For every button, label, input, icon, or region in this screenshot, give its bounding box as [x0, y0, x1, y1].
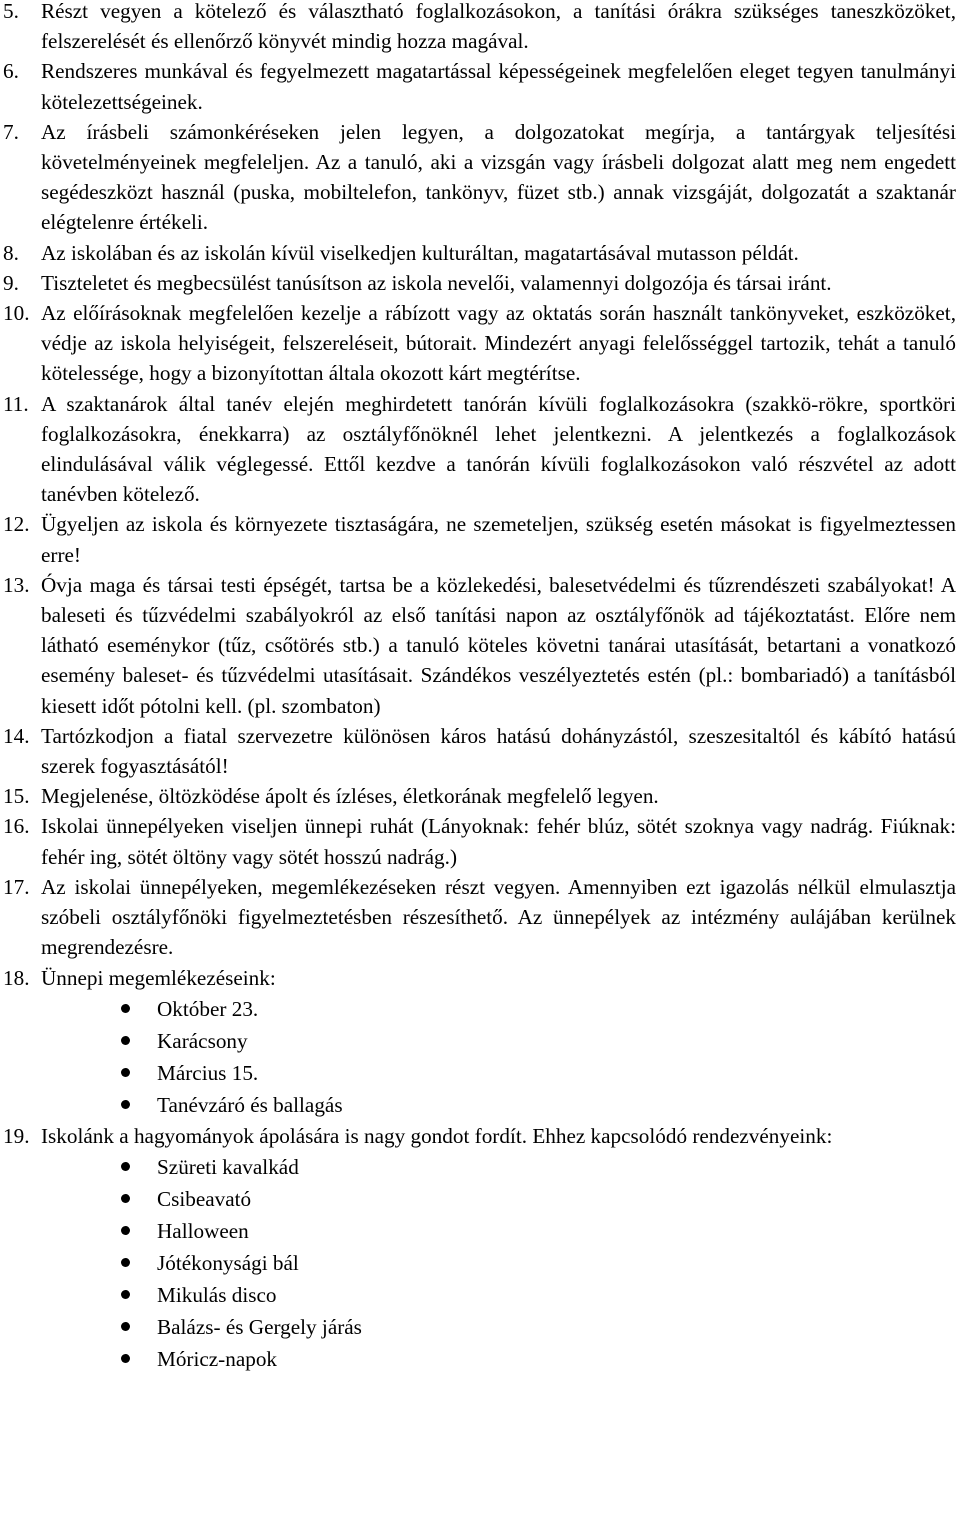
bullet-item	[121, 1311, 956, 1343]
bullet-item	[121, 1183, 956, 1215]
rule-text: Iskolánk a hagyományok ápolására is nagy gondot fordít. Ehhez kapcsolódó rendezvényeink:	[41, 1123, 833, 1148]
bullet-dot-icon	[121, 1036, 130, 1045]
bullet-text: Halloween	[157, 1218, 249, 1243]
bullet-text: Móricz-napok	[157, 1346, 278, 1371]
bullet-dot-icon	[121, 1226, 130, 1235]
rule-item	[3, 509, 956, 569]
bullet-item	[121, 1279, 956, 1311]
rule-text: Tartózkodjon a fiatal szervezetre különösen káros hatású dohányzástól, szeszesitaltól és kábító hatású szerek fogyasztásától!	[41, 723, 956, 779]
rule-text: Ügyeljen az iskola és környezete tisztaságára, ne szemeteljen, szükség esetén másokat is figyelmeztessen erre!	[41, 512, 956, 567]
bullet-item	[121, 1025, 956, 1057]
rules-list	[3, 0, 956, 1375]
bullet-list	[41, 1151, 956, 1375]
bullet-item	[121, 1089, 956, 1121]
rule-text: A szaktanárok által tanév elején meghirdetett tanórán kívüli foglalkozásokra (szakkö-rökre, sportköri foglalkozásokra, énekkarra) az osztályfőnöknél lehet jelentkezni. A jelentkezés a foglalkozások elindulásával válik véglegessé. Ettől kezdve a tanórán kívüli foglalkozásokon való részvétel az adott tanévben kötelező.	[41, 391, 956, 507]
bullet-item	[121, 1215, 956, 1247]
rule-number: 18.	[3, 965, 30, 990]
rule-text: Ünnepi megemlékezéseink:	[41, 965, 276, 990]
rule-number: 11.	[3, 391, 29, 416]
rule-item	[3, 570, 956, 721]
rule-number: 12.	[3, 512, 30, 537]
rule-number: 9.	[3, 270, 19, 295]
rule-number: 13.	[3, 572, 30, 597]
rule-item	[3, 872, 956, 963]
rule-item	[3, 389, 956, 510]
bullet-text: Jótékonysági bál	[157, 1250, 299, 1275]
rule-number: 5.	[3, 0, 19, 23]
bullet-dot-icon	[121, 1354, 130, 1363]
rule-text: Iskolai ünnepélyeken viseljen ünnepi ruhát (Lányoknak: fehér blúz, sötét szoknya vagy nadrág. Fiúknak: fehér ing, sötét öltöny vagy sötét hosszú nadrág.)	[41, 814, 956, 869]
bullet-dot-icon	[121, 1258, 130, 1267]
bullet-item	[121, 1247, 956, 1279]
rule-number: 8.	[3, 240, 19, 265]
bullet-dot-icon	[121, 1100, 130, 1109]
bullet-dot-icon	[121, 1004, 130, 1013]
rule-text: Tiszteletet és megbecsülést tanúsítson az iskola nevelői, valamennyi dolgozója és társai iránt.	[41, 270, 832, 295]
bullet-text: Tanévzáró és ballagás	[157, 1092, 343, 1117]
bullet-item	[121, 1151, 956, 1183]
rule-text: Megjelenése, öltözködése ápolt és ízléses, életkorának megfelelő legyen.	[41, 784, 659, 809]
bullet-text: Mikulás disco	[157, 1282, 277, 1307]
rule-item	[3, 963, 956, 1121]
rule-item	[3, 721, 956, 781]
bullet-text: Október 23.	[157, 996, 259, 1021]
rule-text: Az iskolában és az iskolán kívül viselkedjen kulturáltan, magatartásával mutasson példát.	[41, 240, 799, 265]
rule-number: 6.	[3, 59, 19, 84]
rule-text: Részt vegyen a kötelező és választható foglalkozásokon, a tanítási órákra szükséges taneszközöket, felszerelését és ellenőrző könyvét mindig hozza magával.	[41, 0, 956, 54]
bullet-text: Szüreti kavalkád	[157, 1154, 299, 1179]
rule-number: 7.	[3, 119, 19, 144]
bullet-item	[121, 1343, 956, 1375]
rule-item	[3, 298, 956, 389]
bullet-dot-icon	[121, 1162, 130, 1171]
bullet-item	[121, 993, 956, 1025]
rule-item	[3, 0, 956, 56]
rule-number: 17.	[3, 874, 30, 899]
rule-number: 10.	[3, 301, 30, 326]
rule-text: Az iskolai ünnepélyeken, megemlékezéseken részt vegyen. Amennyiben ezt igazolás nélkül elmulasztja szóbeli osztályfőnöki figyelmeztetésben részesíthető. Az ünnepélyek az intézmény aulájában kerülnek megrendezésre.	[41, 874, 956, 960]
rule-item	[3, 117, 956, 238]
rule-text: Rendszeres munkával és fegyelmezett magatartással képességeinek megfelelően eleget tegyen tanulmányi kötelezettségeinek.	[41, 59, 956, 114]
bullet-text: Csibeavató	[157, 1186, 252, 1211]
rule-text: Óvja maga és társai testi épségét, tartsa be a közlekedési, balesetvédelmi és tűzrendészeti szabályokat! A baleseti és tűzvédelmi szabályokról az első tanítási napon az osztályfőnök ad tájékoztatást. Előre nem látható eseménykor (tűz, csőtörés stb.) a tanuló köteles követni tanárai utasítását, betartani a vonatkozó esemény baleset- és tűzvédelmi utasításait. Szándékos veszélyeztetés estén (pl.: bombariadó) a tanításból kiesett időt pótolni kell. (pl. szombaton)	[41, 572, 956, 718]
bullet-dot-icon	[121, 1290, 130, 1299]
rule-number: 19.	[3, 1123, 30, 1148]
bullet-dot-icon	[121, 1322, 130, 1331]
bullet-text: Balázs- és Gergely járás	[157, 1314, 362, 1339]
rule-text: Az előírásoknak megfelelően kezelje a rábízott vagy az oktatás során használt tankönyveket, eszközöket, védje az iskola helyiségeit, felszereléseit, bútorait. Mindezért anyagi felelősséggel tartozik, tehát a tanuló kötelessége, hogy a bizonyítottan általa okozott kárt megtérítse.	[41, 301, 956, 386]
bullet-item	[121, 1057, 956, 1089]
rule-item	[3, 268, 956, 298]
rule-number: 16.	[3, 814, 30, 839]
rule-item	[3, 781, 956, 811]
rule-number: 15.	[3, 784, 30, 809]
bullet-dot-icon	[121, 1194, 130, 1203]
bullet-list	[41, 993, 956, 1121]
rule-item	[3, 238, 956, 268]
rule-item	[3, 1121, 956, 1375]
rule-number: 14.	[3, 723, 30, 748]
rule-item	[3, 56, 956, 116]
rule-item	[3, 811, 956, 871]
bullet-dot-icon	[121, 1068, 130, 1077]
bullet-text: Március 15.	[157, 1060, 259, 1085]
bullet-text: Karácsony	[157, 1028, 248, 1053]
rule-text: Az írásbeli számonkéréseken jelen legyen, a dolgozatokat megírja, a tantárgyak teljesítési követelményeinek megfeleljen. Az a tanuló, aki a vizsgán vagy írásbeli dolgozat alatt meg nem engedett segédeszközt használ (puska, mobiltelefon, tankönyv, füzet stb.) annak vizsgáját, dolgozatát a szaktanár elégtelenre értékeli.	[41, 119, 956, 235]
